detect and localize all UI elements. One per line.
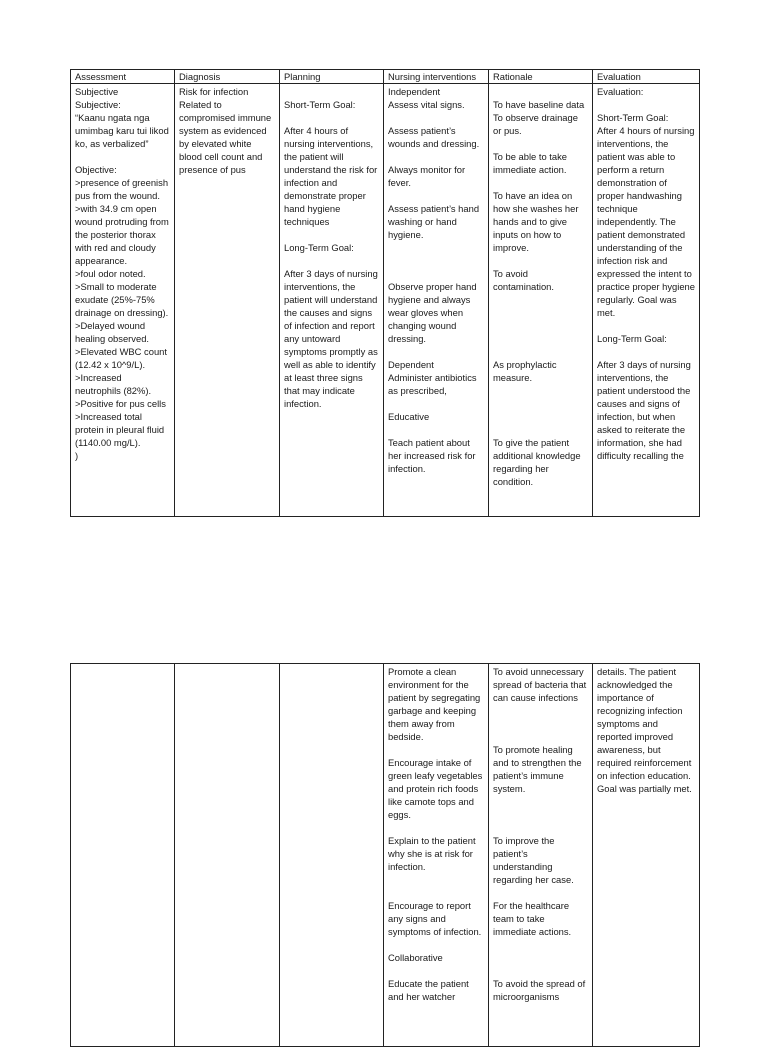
evaluation-cell <box>593 664 700 1047</box>
table-row <box>71 664 700 1047</box>
objective-item: >Positive for pus cells <box>75 398 166 409</box>
objective-label: Objective: <box>75 164 117 175</box>
evaluation-cell <box>593 84 700 517</box>
rationale-item: To avoid unnecessary spread of bacteria that can cause infections <box>493 666 587 703</box>
diagnosis-cell <box>175 664 280 1047</box>
care-plan-table-page1 <box>70 69 700 517</box>
header-diagnosis: Diagnosis <box>175 70 280 84</box>
objective-item: >Increased neutrophils (82%). <box>75 372 152 396</box>
header-rationale: Rationale <box>489 70 593 84</box>
evaluation-label: Evaluation: <box>597 86 644 97</box>
eval-short-term-label: Short-Term Goal: <box>597 112 669 123</box>
eval-long-term-label: Long-Term Goal: <box>597 333 667 344</box>
short-term-goal-label: Short-Term Goal: <box>284 99 356 110</box>
rationale-cell <box>489 84 593 517</box>
objective-item: >Elevated WBC count (12.42 x 10^9/L). <box>75 346 167 370</box>
header-nursing-interventions: Nursing interventions <box>384 70 489 84</box>
intervention-item: Administer antibiotics as prescribed, <box>388 372 477 396</box>
intervention-item: Educate the patient and her watcher <box>388 978 469 1002</box>
rationale-item: For the healthcare team to take immediate actions. <box>493 900 572 937</box>
intervention-item: Encourage to report any signs and symptoms of infection. <box>388 900 482 937</box>
independent-label: Independent <box>388 86 441 97</box>
long-term-goal-label: Long-Term Goal: <box>284 242 354 253</box>
long-term-goal-text: After 3 days of nursing interventions, the patient will understand the causes and signs of infection and report any untoward symptoms promptly as well as able to identify at least three signs that may indicate infection. <box>284 268 378 409</box>
objective-item: >presence of greenish pus from the wound. <box>75 177 169 201</box>
educative-label: Educative <box>388 411 430 422</box>
objective-item: ) <box>75 450 79 461</box>
rationale-item: To improve the patient’s understanding regarding her case. <box>493 835 574 885</box>
rationale-cell <box>489 664 593 1047</box>
objective-item: >with 34.9 cm open wound protruding from the posterior thorax with red and cloudy appearance. <box>75 203 169 266</box>
collaborative-label: Collaborative <box>388 952 443 963</box>
planning-cell <box>280 84 384 517</box>
intervention-item: Assess patient’s hand washing or hand hygiene. <box>388 203 480 240</box>
header-evaluation: Evaluation <box>593 70 700 84</box>
header-row <box>71 70 700 84</box>
header-assessment: Assessment <box>71 70 175 84</box>
interventions-cell <box>384 664 489 1047</box>
intervention-item: Promote a clean environment for the patient by segregating garbage and keeping them away from bedside. <box>388 666 481 742</box>
intervention-item: Observe proper hand hygiene and always wear gloves when changing wound dressing. <box>388 281 477 344</box>
subjective-label: Subjective: <box>75 99 121 110</box>
header-planning: Planning <box>280 70 384 84</box>
intervention-item: Explain to the patient why she is at risk for infection. <box>388 835 476 872</box>
intervention-item: Assess patient’s wounds and dressing. <box>388 125 480 149</box>
intervention-item: Encourage intake of green leafy vegetables and protein rich foods like camote tops and eggs. <box>388 757 483 820</box>
rationale-item: To have an idea on how she washes her hands and to give inputs on how to improve. <box>493 190 579 253</box>
objective-item: >foul odor noted. <box>75 268 146 279</box>
eval-long-term-text: After 3 days of nursing interventions, the patient understood the causes and signs of infection, but when asked to reiterate the information, she had difficulty recalling the <box>597 359 691 461</box>
rationale-item: To have baseline data <box>493 99 585 110</box>
rationale-item: As prophylactic measure. <box>493 359 557 383</box>
intervention-item: Assess vital signs. <box>388 99 465 110</box>
table-row <box>71 84 700 517</box>
intervention-item: Always monitor for fever. <box>388 164 466 188</box>
assessment-cell <box>71 84 175 517</box>
rationale-item: To observe drainage or pus. <box>493 112 578 136</box>
subjective-quote: “Kaanu ngata nga umimbag karu tui likod ko, as verbalized” <box>75 112 169 149</box>
diagnosis-cell <box>175 84 280 517</box>
rationale-item: To give the patient additional knowledge regarding her condition. <box>493 437 581 487</box>
objective-item: >Delayed wound healing observed. <box>75 320 150 344</box>
rationale-item: To be able to take immediate action. <box>493 151 568 175</box>
assessment-cell <box>71 664 175 1047</box>
rationale-item: To avoid contamination. <box>493 268 554 292</box>
dependent-label: Dependent <box>388 359 434 370</box>
rationale-item: To avoid the spread of microorganisms <box>493 978 586 1002</box>
planning-cell <box>280 664 384 1047</box>
intervention-item: Teach patient about her increased risk for infection. <box>388 437 476 474</box>
assessment-heading: Subjective <box>75 86 119 97</box>
care-plan-table-page2 <box>70 663 700 1047</box>
eval-long-term-continued: details. The patient acknowledged the importance of recognizing infection symptoms and reported improved awareness, but required reinforcement on infection education. Goal was partially met. <box>597 666 692 794</box>
rationale-item: To promote healing and to strengthen the patient’s immune system. <box>493 744 582 794</box>
short-term-goal-text: After 4 hours of nursing interventions, the patient will understand the risk for infection and demonstrate proper hand hygiene techniques <box>284 125 378 227</box>
objective-item: >Small to moderate exudate (25%-75% drainage on dressing). <box>75 281 169 318</box>
interventions-cell <box>384 84 489 517</box>
eval-short-term-text: After 4 hours of nursing interventions, the patient was able to perform a return demonstration of proper handwashing technique independently. The patient demonstrated understanding of the infection risk and expressed the intent to practice proper hygiene regularly. Goal was met. <box>597 125 695 318</box>
diagnosis-text: Risk for infection Related to compromised immune system as evidenced by elevated white blood cell count and presence of pus <box>179 86 272 175</box>
objective-item: >Increased total protein in pleural fluid (1140.00 mg/L). <box>75 411 165 448</box>
